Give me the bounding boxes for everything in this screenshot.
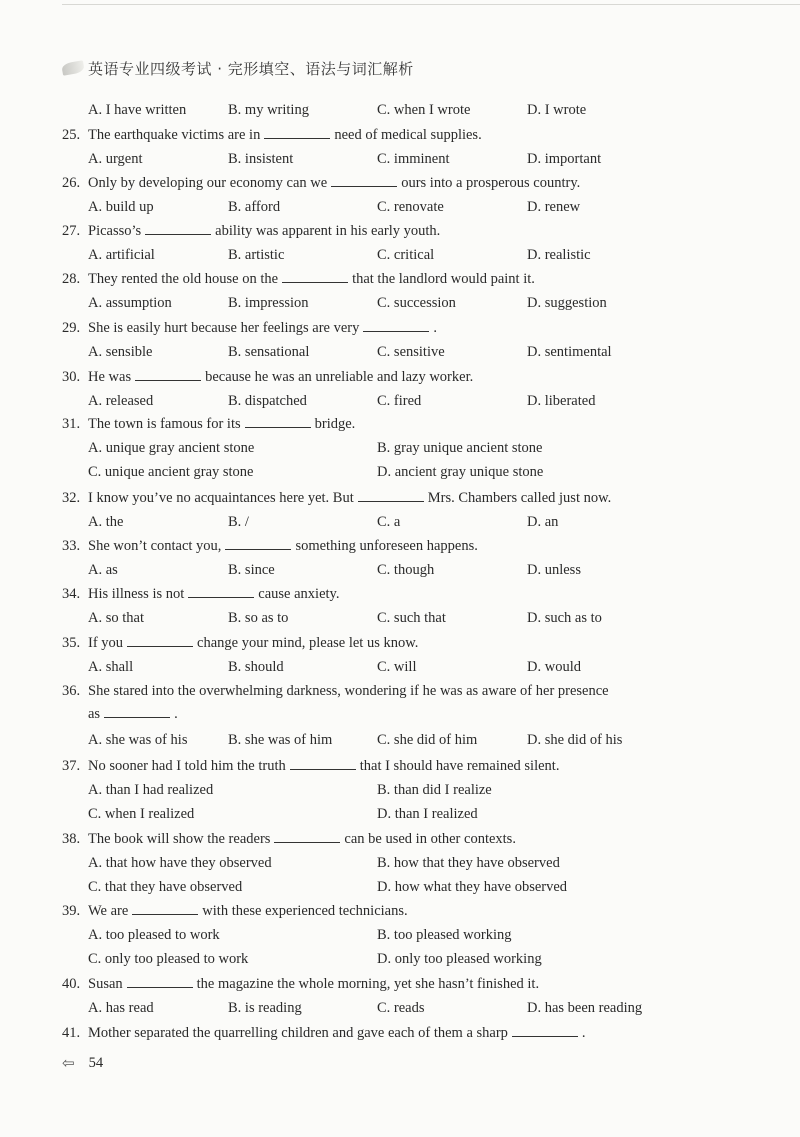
answer-option: B. since: [228, 562, 275, 578]
answer-option: D. renew: [527, 199, 581, 215]
question: [62, 220, 440, 242]
question-stem: Mother separated the quarrelling children and gave each of them a sharp: [88, 1025, 508, 1041]
question: [62, 413, 355, 435]
question-stem: Only by developing our economy can we: [88, 175, 328, 191]
question-stem: She stared into the overwhelming darkness, wondering if he was as aware of her presence: [88, 683, 609, 699]
answer-option: B. dispatched: [228, 393, 307, 409]
question: [62, 487, 611, 509]
question-number: 36.: [62, 683, 81, 699]
answer-blank: [245, 413, 311, 428]
question-stem: Picasso’s: [88, 223, 142, 239]
answer-blank: [127, 973, 193, 988]
answer-option: C. sensitive: [377, 344, 445, 360]
answer-option: D. than I realized: [377, 806, 478, 822]
answer-blank: [290, 755, 356, 770]
answer-option: A. build up: [88, 199, 154, 215]
answer-blank: [225, 535, 291, 550]
answer-option: D. realistic: [527, 247, 591, 263]
question-stem: I know you’ve no acquaintances here yet. But: [88, 490, 354, 506]
question-number: 37.: [62, 758, 81, 774]
question: [62, 535, 478, 557]
answer-option: A. sensible: [88, 344, 153, 360]
question-number: 30.: [62, 369, 81, 385]
question-stem: Mrs. Chambers called just now.: [427, 490, 612, 506]
answer-option: B. so as to: [228, 610, 289, 626]
answer-blank: [188, 583, 254, 598]
answer-option: C. she did of him: [377, 732, 478, 748]
answer-option: A. assumption: [88, 295, 172, 311]
question: [62, 828, 516, 850]
question-number: 39.: [62, 903, 81, 919]
page-number: 54: [88, 1054, 104, 1071]
question-stem: The book will show the readers: [88, 831, 271, 847]
answer-option: B. too pleased working: [377, 927, 512, 943]
answer-option: A. that how have they observed: [88, 855, 272, 871]
answer-option: C. that they have observed: [88, 879, 243, 895]
answer-option: B. afford: [228, 199, 281, 215]
question-stem: ability was apparent in his early youth.: [215, 223, 441, 239]
question: [62, 583, 339, 605]
answer-option: D. sentimental: [527, 344, 612, 360]
answer-option: C. though: [377, 562, 435, 578]
question-number: 29.: [62, 320, 81, 336]
answer-blank: [331, 172, 397, 187]
answer-blank: [132, 900, 198, 915]
question-number: 33.: [62, 538, 81, 554]
question-number: 25.: [62, 127, 81, 143]
question-stem: She won’t contact you,: [88, 538, 222, 554]
answer-option: D. how what they have observed: [377, 879, 568, 895]
question: [62, 124, 482, 146]
answer-option: A. than I had realized: [88, 782, 214, 798]
answer-option: C. unique ancient gray stone: [88, 464, 254, 480]
answer-option: A. urgent: [88, 151, 143, 167]
answer-option: D. liberated: [527, 393, 596, 409]
question-number: 34.: [62, 586, 81, 602]
answer-option: B. should: [228, 659, 284, 675]
question: [62, 680, 609, 702]
answer-blank: [363, 317, 429, 332]
answer-option: C. such that: [377, 610, 446, 626]
answer-option: C. fired: [377, 393, 422, 409]
question: [62, 317, 437, 339]
answer-option: A. artificial: [88, 247, 155, 263]
answer-option: A. she was of his: [88, 732, 188, 748]
top-rule: [62, 4, 800, 5]
running-header: [62, 56, 414, 80]
question-number: 27.: [62, 223, 81, 239]
answer-blank: [264, 124, 330, 139]
question-number: 32.: [62, 490, 81, 506]
answer-option: C. when I wrote: [377, 102, 471, 118]
question-stem: No sooner had I told him the truth: [88, 758, 286, 774]
answer-option: B. she was of him: [228, 732, 333, 748]
question-stem-continued: [88, 703, 178, 725]
answer-option: D. only too pleased working: [377, 951, 542, 967]
answer-option: C. a: [377, 514, 401, 530]
answer-option: C. when I realized: [88, 806, 195, 822]
question-stem: .: [581, 1025, 586, 1041]
question-stem: We are: [88, 903, 129, 919]
answer-option: C. renovate: [377, 199, 444, 215]
answer-option: B. gray unique ancient stone: [377, 440, 543, 456]
answer-option: D. she did of his: [527, 732, 623, 748]
question-stem: Susan: [88, 976, 123, 992]
answer-option: A. unique gray ancient stone: [88, 440, 255, 456]
question-number: 28.: [62, 271, 81, 287]
answer-option: D. would: [527, 659, 581, 675]
question-stem: cause anxiety.: [258, 586, 340, 602]
answer-option: C. will: [377, 659, 417, 675]
answer-option: C. reads: [377, 1000, 425, 1016]
answer-option: D. I wrote: [527, 102, 587, 118]
answer-blank: [145, 220, 211, 235]
answer-blank: [127, 632, 193, 647]
answer-blank: [358, 487, 424, 502]
answer-blank: [104, 703, 170, 718]
answer-option: B. impression: [228, 295, 309, 311]
question-number: 38.: [62, 831, 81, 847]
question: [62, 755, 559, 777]
question: [62, 172, 580, 194]
question-stem: that I should have remained silent.: [359, 758, 560, 774]
question-stem: He was: [88, 369, 132, 385]
question-stem: They rented the old house on the: [88, 271, 279, 287]
answer-option: A. has read: [88, 1000, 154, 1016]
answer-option: D. an: [527, 514, 559, 530]
question-stem: His illness is not: [88, 586, 185, 602]
answer-option: D. important: [527, 151, 602, 167]
answer-option: B. /: [228, 514, 249, 530]
page-footer: [62, 1052, 103, 1074]
question-stem: because he was an unreliable and lazy worker.: [205, 369, 474, 385]
answer-option: B. insistent: [228, 151, 294, 167]
question-stem: something unforeseen happens.: [295, 538, 478, 554]
question-number: 35.: [62, 635, 81, 651]
answer-option: A. so that: [88, 610, 144, 626]
question-number: 26.: [62, 175, 81, 191]
question-stem: .: [174, 706, 178, 722]
answer-option: B. artistic: [228, 247, 285, 263]
question-stem: need of medical supplies.: [334, 127, 482, 143]
question-stem: .: [433, 320, 437, 336]
question-stem: that the landlord would paint it.: [352, 271, 535, 287]
question-number: 41.: [62, 1025, 81, 1041]
answer-option: D. suggestion: [527, 295, 607, 311]
answer-option: A. I have written: [88, 102, 187, 118]
answer-option: A. too pleased to work: [88, 927, 220, 943]
question-stem: bridge.: [314, 416, 356, 432]
question-stem: The earthquake victims are in: [88, 127, 261, 143]
answer-blank: [512, 1022, 578, 1037]
question-number: 31.: [62, 416, 81, 432]
answer-option: B. my writing: [228, 102, 309, 118]
question: [62, 973, 539, 995]
question: [62, 268, 535, 290]
question-number: 40.: [62, 976, 81, 992]
question: [62, 1022, 586, 1044]
answer-option: A. as: [88, 562, 118, 578]
question-stem: change your mind, please let us know.: [197, 635, 419, 651]
answer-blank: [274, 828, 340, 843]
feather-icon: [61, 60, 85, 76]
question-stem: can be used in other contexts.: [344, 831, 516, 847]
question-stem: ours into a prosperous country.: [401, 175, 581, 191]
question: [62, 632, 418, 654]
answer-option: D. unless: [527, 562, 581, 578]
answer-option: A. released: [88, 393, 154, 409]
answer-option: C. only too pleased to work: [88, 951, 249, 967]
question: [62, 366, 473, 388]
answer-blank: [282, 268, 348, 283]
question: [62, 900, 408, 922]
answer-option: B. than did I realize: [377, 782, 492, 798]
header-title: 英语专业四级考试 · 完形填空、语法与词汇解析: [88, 59, 414, 78]
answer-option: D. such as to: [527, 610, 602, 626]
left-arrow-icon: ⇦: [62, 1054, 75, 1072]
answer-option: D. ancient gray unique stone: [377, 464, 544, 480]
question-stem: with these experienced technicians.: [202, 903, 408, 919]
answer-option: B. sensational: [228, 344, 310, 360]
answer-option: C. critical: [377, 247, 435, 263]
question-stem: She is easily hurt because her feelings are very: [88, 320, 360, 336]
answer-option: B. how that they have observed: [377, 855, 560, 871]
answer-option: C. succession: [377, 295, 456, 311]
answer-blank: [135, 366, 201, 381]
question-stem: If you: [88, 635, 124, 651]
question-stem: the magazine the whole morning, yet she hasn’t finished it.: [196, 976, 540, 992]
question-stem: The town is famous for its: [88, 416, 241, 432]
answer-option: B. is reading: [228, 1000, 302, 1016]
answer-option: A. the: [88, 514, 124, 530]
question-stem: as: [88, 706, 101, 722]
answer-option: D. has been reading: [527, 1000, 643, 1016]
answer-option: A. shall: [88, 659, 134, 675]
answer-option: C. imminent: [377, 151, 450, 167]
